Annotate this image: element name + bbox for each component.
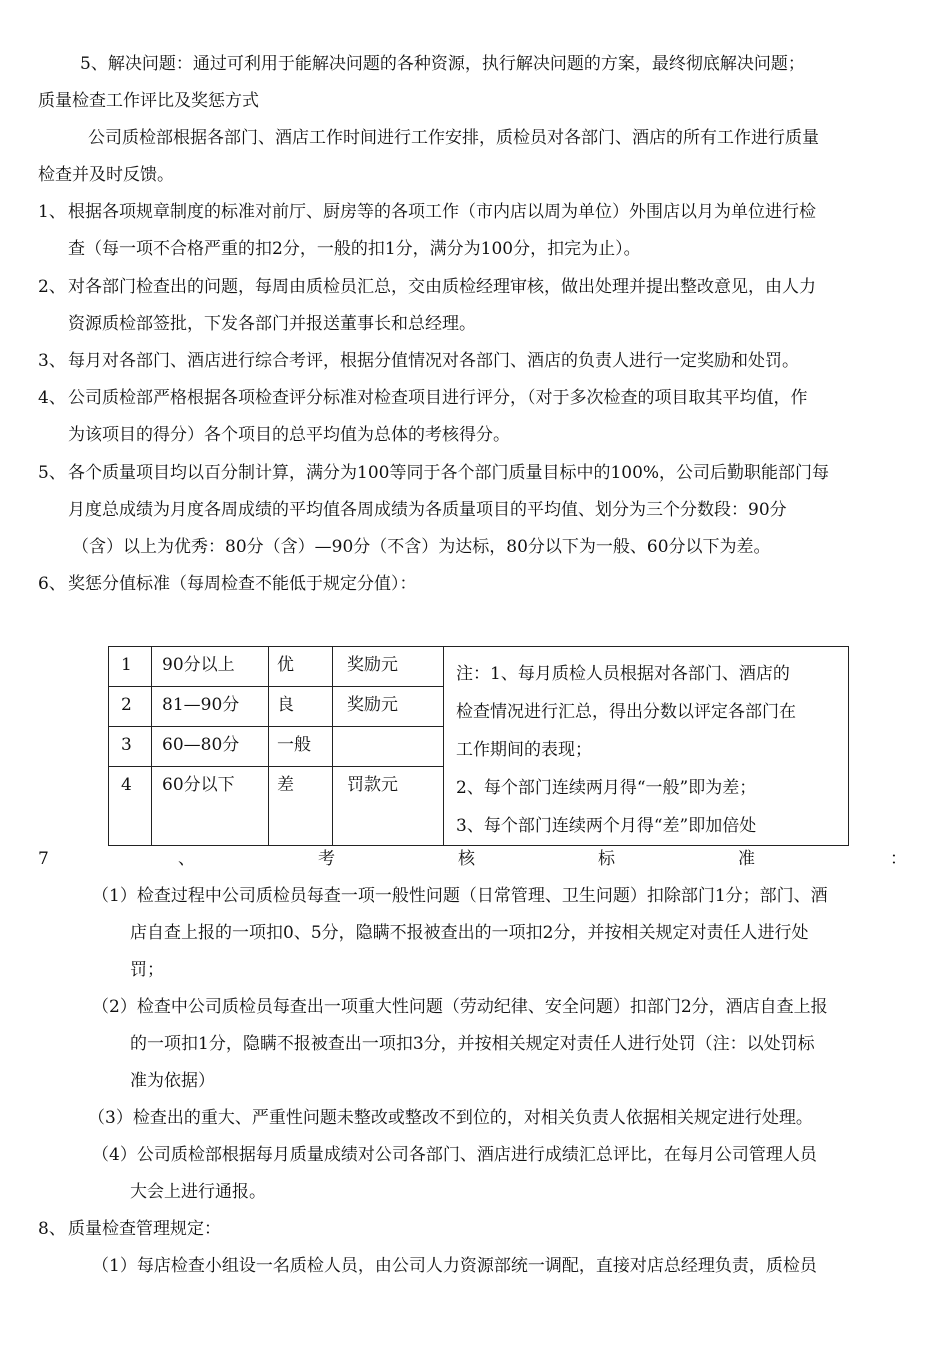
heading-char: 标 bbox=[598, 849, 615, 869]
item-number: 8、 bbox=[38, 1219, 66, 1239]
item-text: （4）公司质检部根据每月质量成绩对公司各部门、酒店进行成绩汇总评比，在每月公司管理人员 bbox=[92, 1145, 817, 1165]
heading-char: 、 bbox=[178, 849, 195, 869]
heading-char: ： bbox=[890, 849, 907, 869]
item-text: 质量检查管理规定： bbox=[68, 1219, 221, 1239]
table-note bbox=[444, 647, 849, 846]
item-number: 1、 bbox=[38, 202, 66, 222]
note-line: 2、每个部门连续两月得“一般”即为差； bbox=[456, 778, 757, 798]
item-text: 为该项目的得分）各个项目的总平均值为总体的考核得分。 bbox=[68, 425, 510, 445]
cell-no: 2 bbox=[109, 687, 152, 727]
item-text: （2）检查中公司质检员每查出一项重大性问题（劳动纪律、安全问题）扣部门2分，酒店自查上报 bbox=[92, 997, 828, 1017]
item-text: （1）每店检查小组设一名质检人员，由公司人力资源部统一调配，直接对店总经理负责，质检员 bbox=[92, 1256, 817, 1276]
heading-char: 7 bbox=[38, 849, 49, 869]
item-text: （3）检查出的重大、严重性问题未整改或整改不到位的，对相关负责人依据相关规定进行处理。 bbox=[88, 1108, 813, 1128]
cell-grade: 差 bbox=[269, 767, 333, 846]
item-text: 公司质检部严格根据各项检查评分标准对检查项目进行评分，（对于多次检查的项目取其平均值，作 bbox=[68, 388, 808, 408]
cell-action: 奖励元 bbox=[333, 647, 444, 687]
item-text: 奖惩分值标准（每周检查不能低于规定分值）： bbox=[68, 574, 417, 594]
cell-action: 罚款元 bbox=[333, 767, 444, 846]
table-row bbox=[109, 647, 849, 687]
cell-range: 81—90分 bbox=[152, 687, 269, 727]
cell-grade: 良 bbox=[269, 687, 333, 727]
item-text: 月度总成绩为月度各周成绩的平均值各周成绩为各质量项目的平均值、划分为三个分数段：90分 bbox=[68, 500, 787, 520]
item-text: 对各部门检查出的问题，每周由质检员汇总，交由质检经理审核，做出处理并提出整改意见，由人力 bbox=[68, 277, 816, 297]
note-line: 工作期间的表现； bbox=[456, 740, 592, 760]
item-text: 大会上进行通报。 bbox=[130, 1182, 266, 1202]
item-text: （含）以上为优秀：80分（含）—90分（不含）为达标，80分以下为一般、60分以下为差。 bbox=[72, 537, 771, 557]
heading-char: 考 bbox=[318, 849, 335, 869]
item-text: （1）检查过程中公司质检员每查一项一般性问题（日常管理、卫生问题）扣除部门1分；部门、酒 bbox=[92, 886, 828, 906]
cell-grade: 优 bbox=[269, 647, 333, 687]
item-text: 每月对各部门、酒店进行综合考评，根据分值情况对各部门、酒店的负责人进行一定奖励和处罚。 bbox=[68, 351, 799, 371]
item-number: 4、 bbox=[38, 388, 66, 408]
item-number: 3、 bbox=[38, 351, 66, 371]
note-line: 注：1、每月质检人员根据对各部门、酒店的 bbox=[456, 664, 790, 684]
score-table bbox=[108, 646, 849, 846]
intro-line-1: 公司质检部根据各部门、酒店工作时间进行工作安排，质检员对各部门、酒店的所有工作进行质量 bbox=[88, 128, 819, 148]
item-text: 资源质检部签批，下发各部门并报送董事长和总经理。 bbox=[68, 314, 476, 334]
section-7-heading bbox=[38, 847, 908, 871]
cell-action: 奖励元 bbox=[333, 687, 444, 727]
item-text: 各个质量项目均以百分制计算，满分为100等同于各个部门质量目标中的100%，公司后勤职能部门每 bbox=[68, 463, 830, 483]
item-number: 6、 bbox=[38, 574, 66, 594]
cell-no: 3 bbox=[109, 727, 152, 767]
item-text: 根据各项规章制度的标准对前厅、厨房等的各项工作（市内店以周为单位）外围店以月为单位进行检 bbox=[68, 202, 816, 222]
heading-char: 准 bbox=[738, 849, 755, 869]
note-line: 检查情况进行汇总，得出分数以评定各部门在 bbox=[456, 702, 796, 722]
cell-no: 4 bbox=[109, 767, 152, 846]
cell-no: 1 bbox=[109, 647, 152, 687]
item-text: 准为依据） bbox=[130, 1071, 215, 1091]
cell-range: 90分以上 bbox=[152, 647, 269, 687]
item-text: 的一项扣1分，隐瞒不报被查出一项扣3分，并按相关规定对责任人进行处罚（注：以处罚标 bbox=[130, 1034, 815, 1054]
item-number: 2、 bbox=[38, 277, 66, 297]
item-text: 罚； bbox=[130, 960, 164, 980]
item-text: 查（每一项不合格严重的扣2分，一般的扣1分，满分为100分，扣完为止）。 bbox=[68, 239, 641, 259]
section-heading: 质量检查工作评比及奖惩方式 bbox=[38, 91, 259, 111]
note-line: 3、每个部门连续两个月得“差”即加倍处 bbox=[456, 816, 757, 836]
item-number: 5、 bbox=[38, 463, 66, 483]
heading-char: 核 bbox=[458, 849, 475, 869]
cell-grade: 一般 bbox=[269, 727, 333, 767]
cell-range: 60分以下 bbox=[152, 767, 269, 846]
cell-range: 60—80分 bbox=[152, 727, 269, 767]
intro-line-2: 检查并及时反馈。 bbox=[38, 165, 174, 185]
paragraph-solve-problem: 5、解决问题：通过可利用于能解决问题的各种资源，执行解决问题的方案，最终彻底解决问题； bbox=[80, 54, 805, 74]
cell-action bbox=[333, 727, 444, 767]
item-text: 店自查上报的一项扣0、5分，隐瞒不报被查出的一项扣2分，并按相关规定对责任人进行处 bbox=[130, 923, 809, 943]
